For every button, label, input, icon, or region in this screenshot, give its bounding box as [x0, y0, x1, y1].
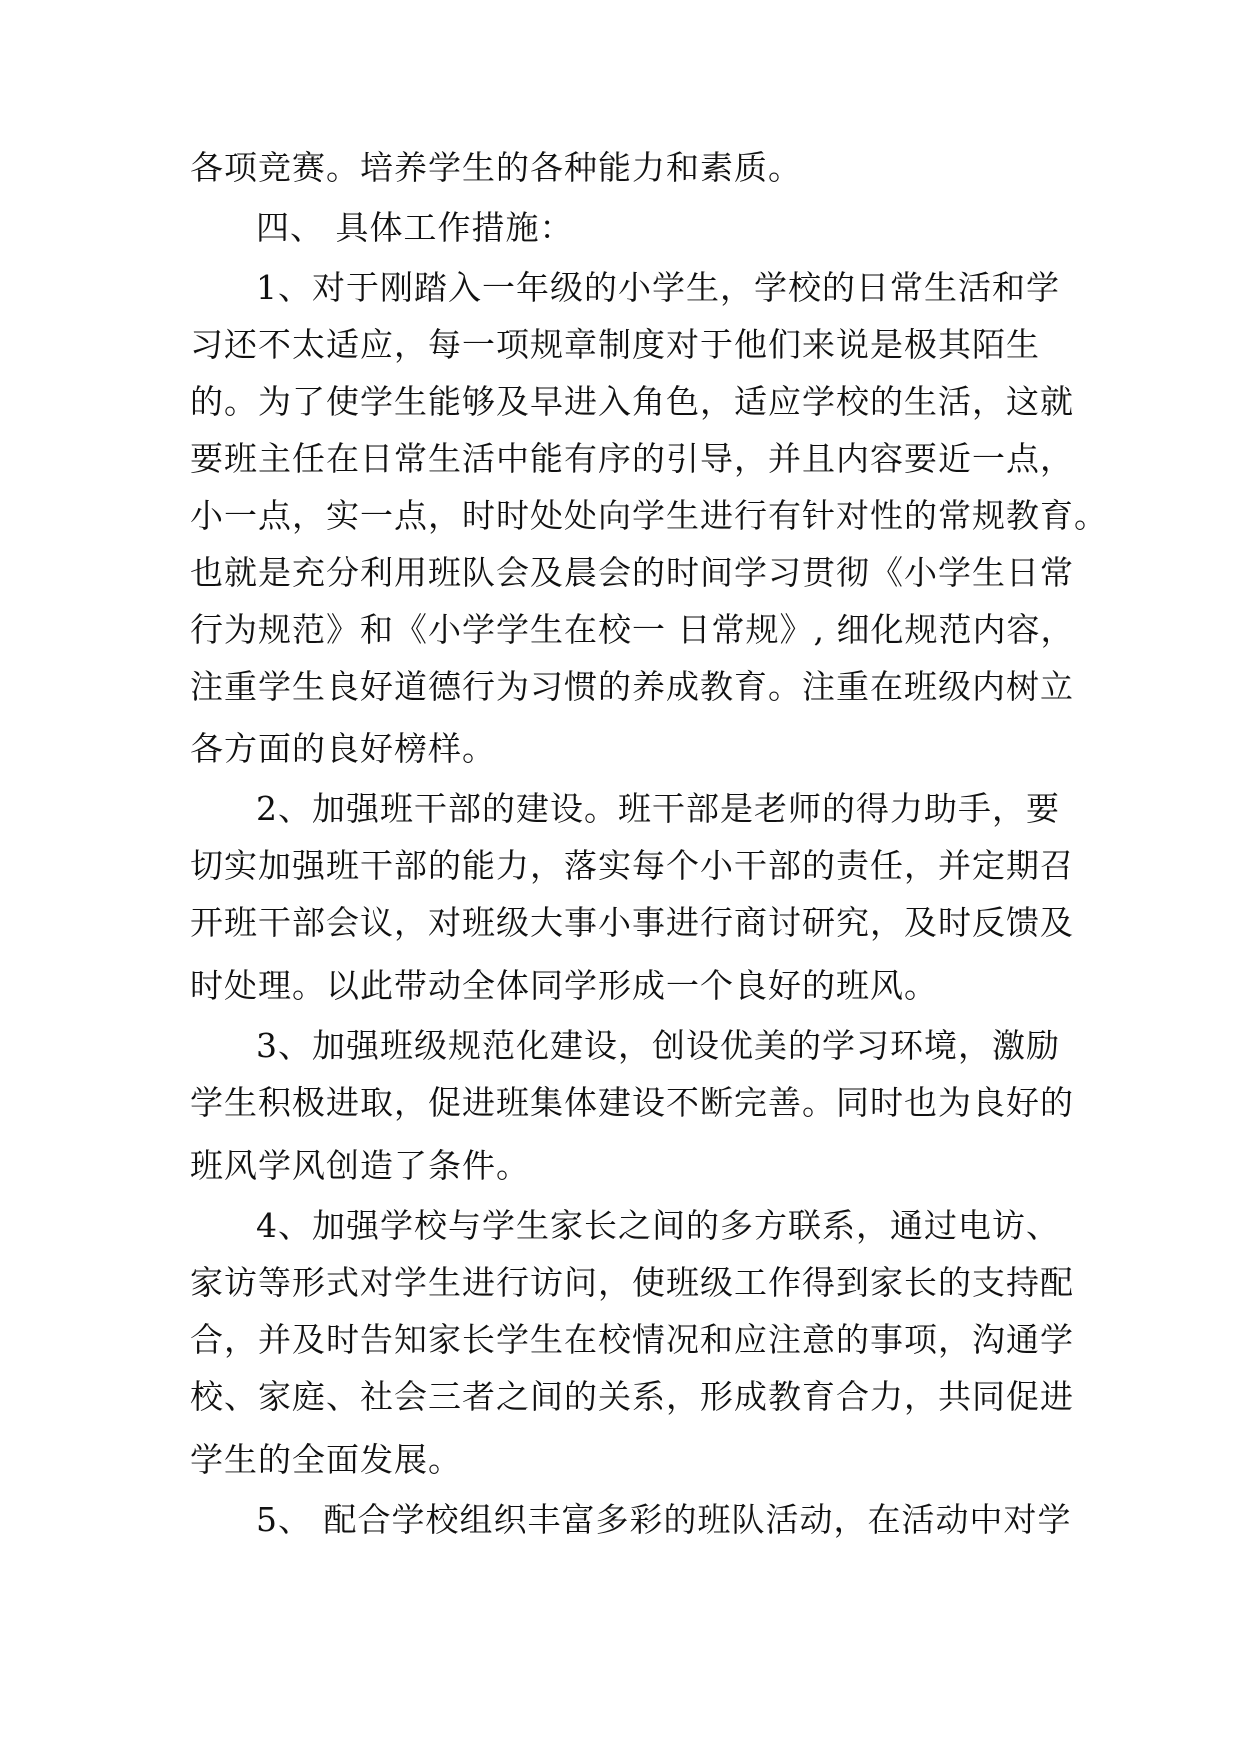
text-line-15: 时处理。以此带动全体同学形成一个良好的班风。: [190, 966, 938, 1005]
text-line-22: 校、家庭、社会三者之间的关系，形成教育合力，共同促进: [190, 1377, 1074, 1416]
text-line-4: 习还不太适应，每一项规章制度对于他们来说是极其陌生: [190, 325, 1040, 364]
text-line-17: 学生积极进取，促进班集体建设不断完善。同时也为良好的: [190, 1083, 1074, 1122]
text-line-9: 行为规范》和《小学学生在校一 日常规》, 细化规范内容，: [190, 610, 1075, 649]
text-line-10: 注重学生良好道德行为习惯的养成教育。注重在班级内树立: [190, 667, 1074, 706]
text-line-3: 1、对于刚踏入一年级的小学生，学校的日常生活和学: [256, 268, 1060, 307]
text-line-24: 5、 配合学校组织丰富多彩的班队活动，在活动中对学: [256, 1500, 1072, 1539]
text-line-1: 各项竞赛。培养学生的各种能力和素质。: [190, 148, 802, 187]
text-line-8: 也就是充分利用班队会及晨会的时间学习贯彻《小学生日常: [190, 553, 1074, 592]
text-line-5: 的。为了使学生能够及早进入角色，适应学校的生活，这就: [190, 382, 1074, 421]
text-line-13: 切实加强班干部的能力，落实每个小干部的责任，并定期召: [190, 846, 1074, 885]
text-line-20: 家访等形式对学生进行访问，使班级工作得到家长的支持配: [190, 1263, 1074, 1302]
text-line-11: 各方面的良好榜样。: [190, 729, 496, 768]
text-line-18: 班风学风创造了条件。: [190, 1146, 530, 1185]
text-line-12: 2、加强班干部的建设。班干部是老师的得力助手，要: [256, 789, 1060, 828]
text-line-16: 3、加强班级规范化建设，创设优美的学习环境，激励: [256, 1026, 1060, 1065]
text-line-6: 要班主任在日常生活中能有序的引导，并且内容要近一点，: [190, 439, 1074, 478]
text-line-14: 开班干部会议，对班级大事小事进行商讨研究，及时反馈及: [190, 903, 1074, 942]
text-line-19: 4、加强学校与学生家长之间的多方联系，通过电访、: [256, 1206, 1060, 1245]
text-line-23: 学生的全面发展。: [190, 1440, 462, 1479]
section-heading: 四、 具体工作措施：: [256, 208, 574, 247]
text-line-7: 小一点，实一点，时时处处向学生进行有针对性的常规教育。: [190, 496, 1108, 535]
text-line-21: 合，并及时告知家长学生在校情况和应注意的事项，沟通学: [190, 1320, 1074, 1359]
